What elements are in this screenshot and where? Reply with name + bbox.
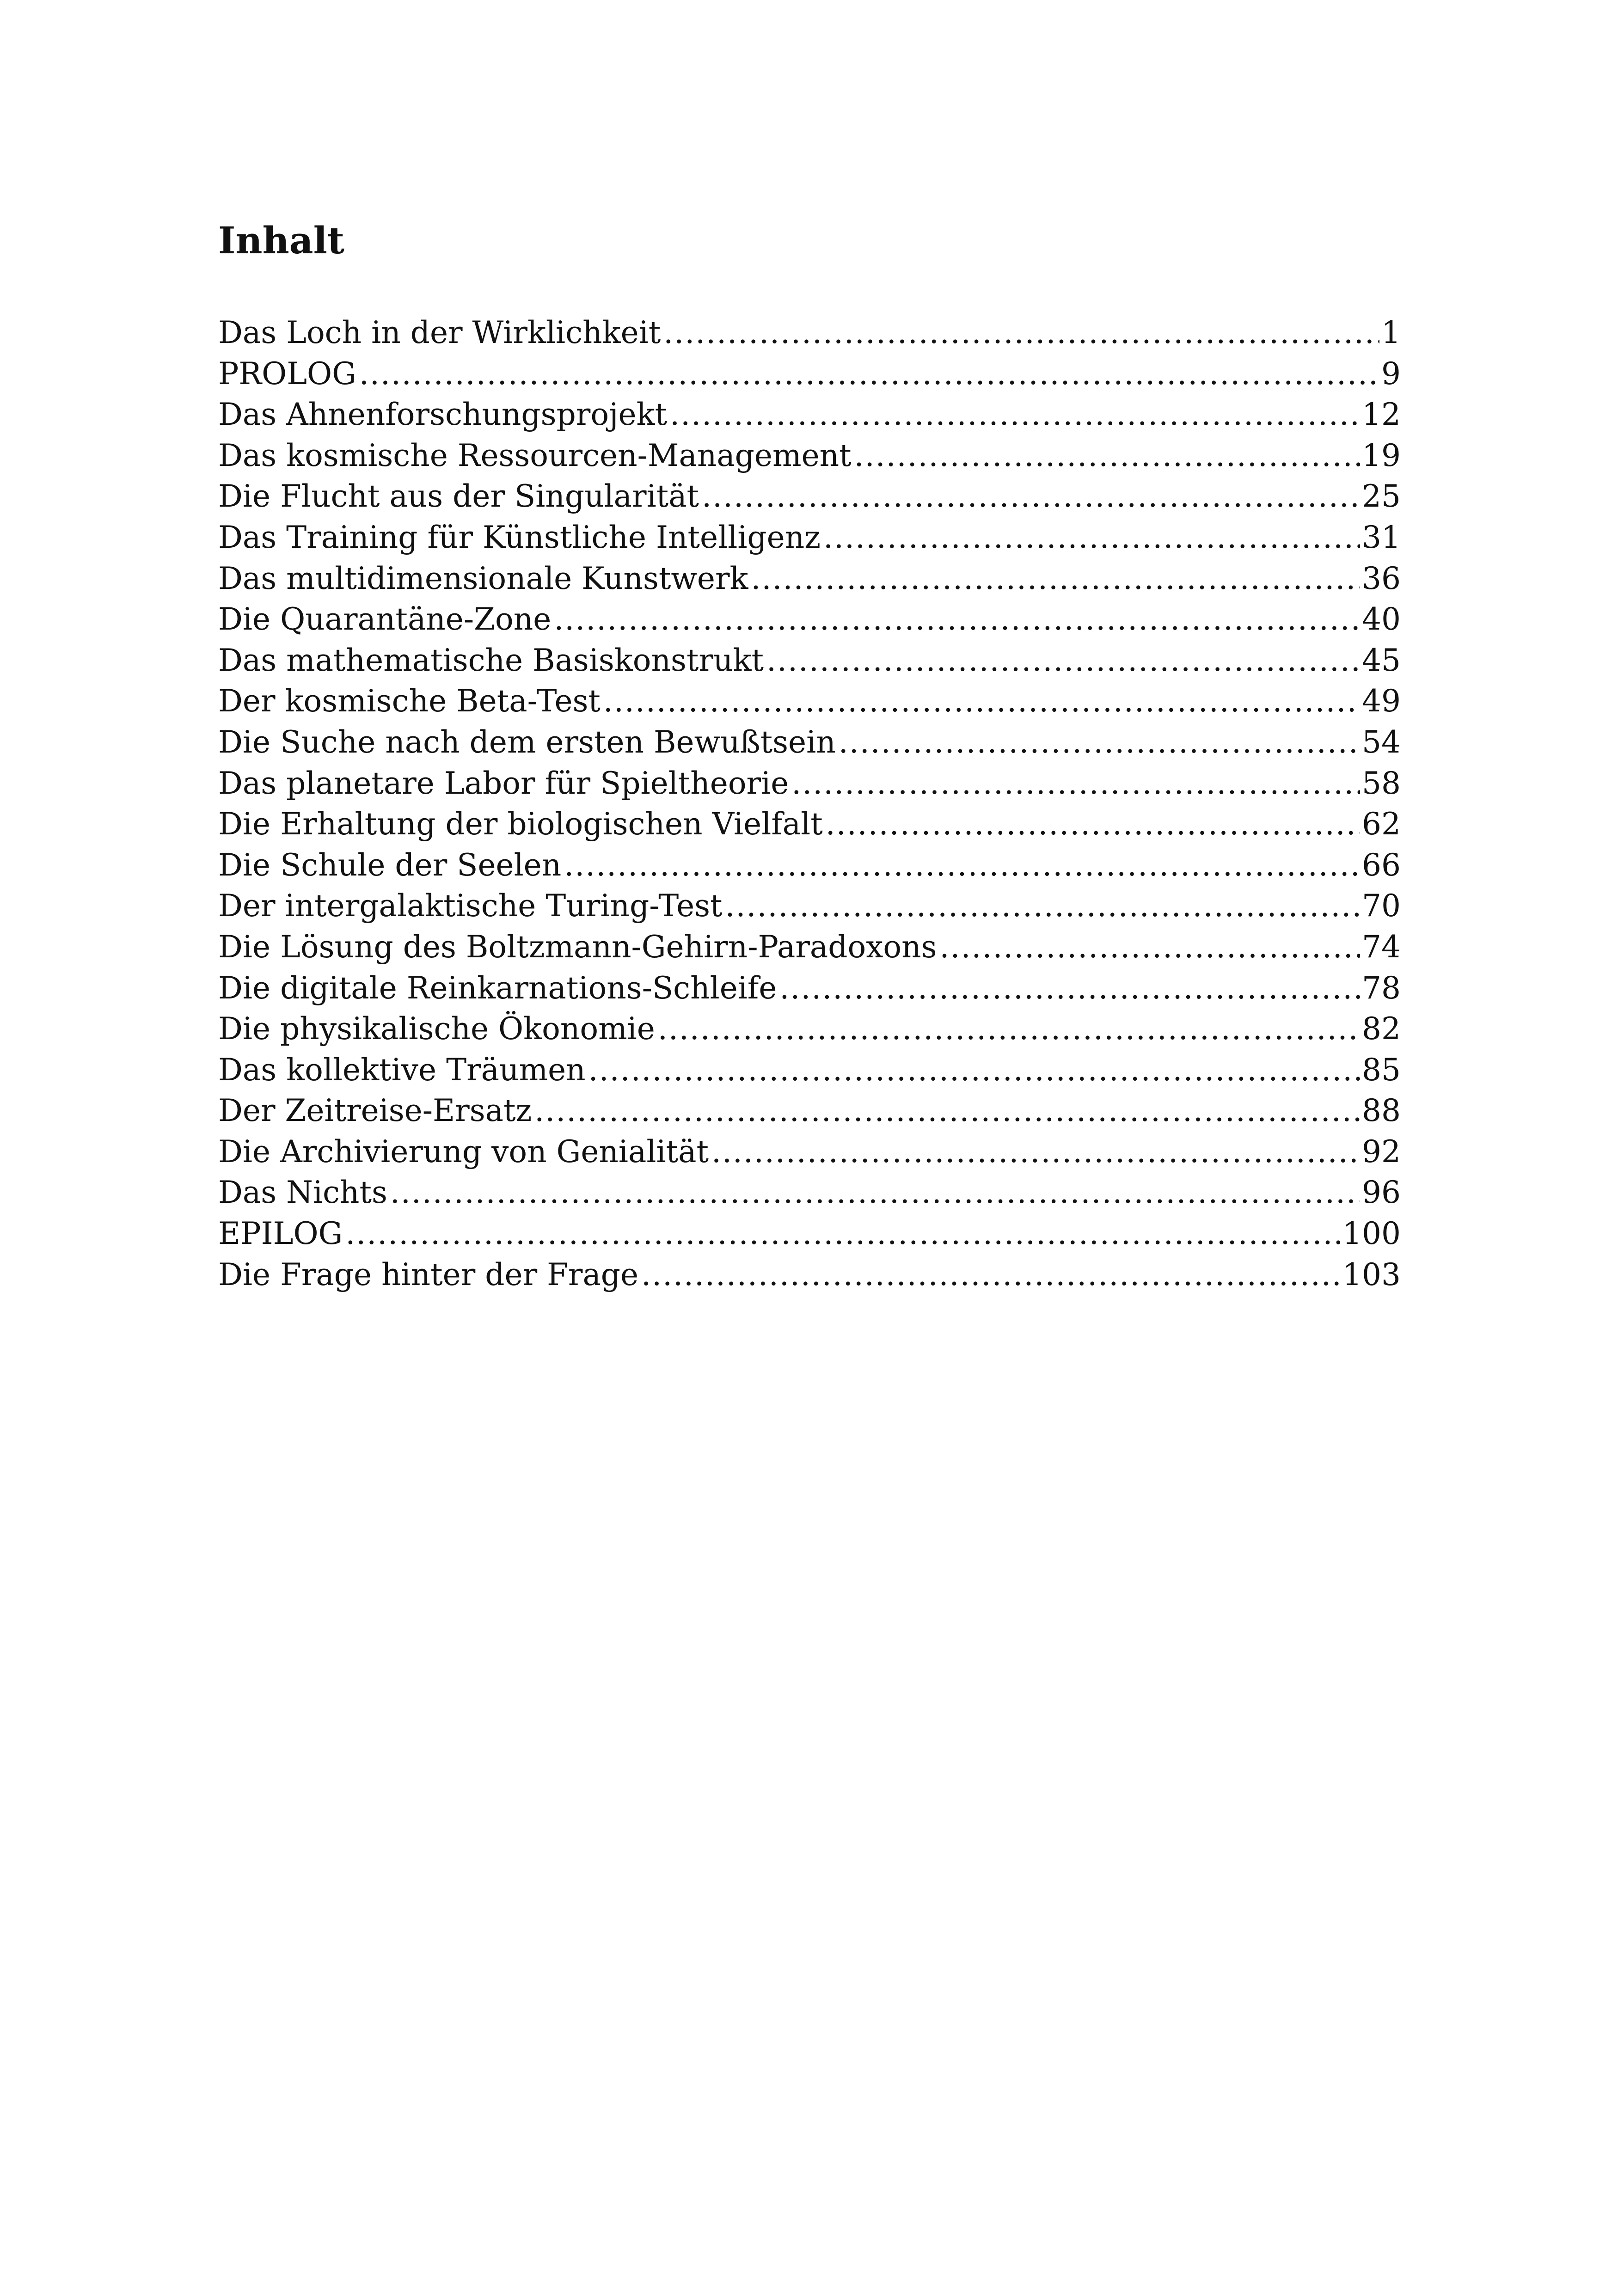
toc-leader-dots (711, 1132, 1360, 1173)
toc-entry-page: 45 (1362, 642, 1401, 678)
toc-leader-dots (390, 1172, 1360, 1213)
toc-list (218, 312, 1401, 1295)
toc-entry-title: PROLOG (218, 355, 356, 392)
toc-entry-title: Die Quarantäne-Zone (218, 601, 552, 637)
toc-entry[interactable] (218, 763, 1401, 804)
toc-entry-page: 19 (1362, 437, 1401, 473)
toc-entry-title: Die Erhaltung der biologischen Vielfalt (218, 806, 823, 842)
toc-entry-title: Das kollektive Träumen (218, 1052, 586, 1088)
toc-leader-dots (791, 763, 1360, 804)
toc-entry[interactable] (218, 1255, 1401, 1296)
toc-entry-page: 25 (1362, 478, 1401, 514)
toc-leader-dots (766, 640, 1360, 681)
toc-entry-page: 66 (1362, 847, 1401, 883)
toc-entry-title: Die Lösung des Boltzmann-Gehirn-Paradoxons (218, 929, 937, 965)
toc-entry-page: 31 (1362, 519, 1401, 555)
toc-entry-title: Die Archivierung von Genialität (218, 1133, 709, 1169)
toc-entry-title: Das Ahnenforschungsprojekt (218, 397, 668, 433)
toc-leader-dots (345, 1213, 1341, 1255)
toc-entry-title: Das multidimensionale Kunstwerk (218, 560, 748, 596)
toc-entry[interactable] (218, 476, 1401, 517)
toc-leader-dots (725, 886, 1360, 927)
toc-entry[interactable] (218, 804, 1401, 845)
toc-leader-dots (826, 804, 1360, 845)
toc-leader-dots (854, 435, 1360, 477)
toc-entry[interactable] (218, 1050, 1401, 1091)
toc-leader-dots (839, 722, 1360, 763)
toc-entry[interactable] (218, 1172, 1401, 1213)
toc-leader-dots (702, 476, 1360, 517)
toc-leader-dots (564, 845, 1360, 886)
toc-entry[interactable] (218, 927, 1401, 968)
toc-leader-dots (823, 517, 1360, 558)
toc-entry-page: 58 (1362, 765, 1401, 801)
toc-entry-page: 82 (1362, 1011, 1401, 1047)
toc-leader-dots (658, 1009, 1360, 1050)
toc-entry[interactable] (218, 640, 1401, 681)
toc-entry[interactable] (218, 312, 1401, 354)
toc-leader-dots (779, 968, 1360, 1009)
toc-entry-title: Die Schule der Seelen (218, 847, 562, 883)
toc-entry[interactable] (218, 681, 1401, 722)
toc-entry-page: 12 (1362, 397, 1401, 433)
toc-entry[interactable] (218, 354, 1401, 395)
toc-entry-title: Das planetare Labor für Spieltheorie (218, 765, 789, 801)
toc-leader-dots (554, 599, 1360, 640)
toc-entry[interactable] (218, 1009, 1401, 1050)
toc-leader-dots (751, 558, 1360, 600)
toc-entry[interactable] (218, 722, 1401, 763)
toc-leader-dots (603, 681, 1360, 722)
toc-entry[interactable] (218, 1132, 1401, 1173)
toc-entry[interactable] (218, 845, 1401, 886)
toc-leader-dots (940, 927, 1360, 968)
toc-leader-dots (359, 354, 1379, 395)
toc-entry-title: Das kosmische Ressourcen-Management (218, 437, 852, 473)
toc-entry-page: 85 (1362, 1052, 1401, 1088)
toc-entry-page: 70 (1362, 888, 1401, 924)
toc-entry-title: Die digitale Reinkarnations-Schleife (218, 970, 777, 1006)
toc-entry-title: Die physikalische Ökonomie (218, 1011, 655, 1047)
toc-entry-page: 9 (1381, 355, 1401, 392)
toc-leader-dots (534, 1090, 1360, 1132)
toc-entry-title: Der kosmische Beta-Test (218, 683, 601, 719)
toc-entry[interactable] (218, 968, 1401, 1009)
toc-entry-title: Die Flucht aus der Singularität (218, 478, 699, 514)
toc-entry[interactable] (218, 394, 1401, 435)
toc-entry-page: 62 (1362, 806, 1401, 842)
toc-entry-page: 49 (1362, 683, 1401, 719)
toc-entry-title: Das mathematische Basiskonstrukt (218, 642, 764, 678)
toc-entry-page: 103 (1342, 1256, 1401, 1292)
toc-leader-dots (641, 1255, 1341, 1296)
toc-entry[interactable] (218, 599, 1401, 640)
toc-entry-page: 54 (1362, 724, 1401, 760)
toc-heading: Inhalt (218, 219, 344, 262)
toc-entry-title: Der Zeitreise-Ersatz (218, 1093, 532, 1129)
toc-leader-dots (588, 1050, 1360, 1091)
toc-entry-title: Das Nichts (218, 1175, 387, 1211)
toc-entry[interactable] (218, 886, 1401, 927)
toc-entry[interactable] (218, 517, 1401, 558)
toc-entry[interactable] (218, 435, 1401, 477)
toc-entry-page: 40 (1362, 601, 1401, 637)
toc-entry-title: Die Frage hinter der Frage (218, 1256, 639, 1292)
toc-entry-page: 36 (1362, 560, 1401, 596)
toc-entry-title: Das Training für Künstliche Intelligenz (218, 519, 821, 555)
toc-entry-page: 92 (1362, 1133, 1401, 1169)
toc-entry-page: 74 (1362, 929, 1401, 965)
toc-entry[interactable] (218, 1213, 1401, 1255)
toc-leader-dots (670, 394, 1360, 435)
toc-entry-title: EPILOG (218, 1216, 343, 1252)
toc-entry-page: 78 (1362, 970, 1401, 1006)
toc-entry-page: 88 (1362, 1093, 1401, 1129)
toc-entry-page: 96 (1362, 1175, 1401, 1211)
toc-entry-title: Der intergalaktische Turing-Test (218, 888, 723, 924)
toc-entry-title: Die Suche nach dem ersten Bewußtsein (218, 724, 836, 760)
toc-entry-title: Das Loch in der Wirklichkeit (218, 315, 661, 350)
toc-entry[interactable] (218, 1090, 1401, 1132)
toc-entry-page: 100 (1342, 1216, 1401, 1252)
toc-leader-dots (663, 312, 1379, 354)
toc-entry-page: 1 (1381, 315, 1401, 350)
toc-entry[interactable] (218, 558, 1401, 600)
